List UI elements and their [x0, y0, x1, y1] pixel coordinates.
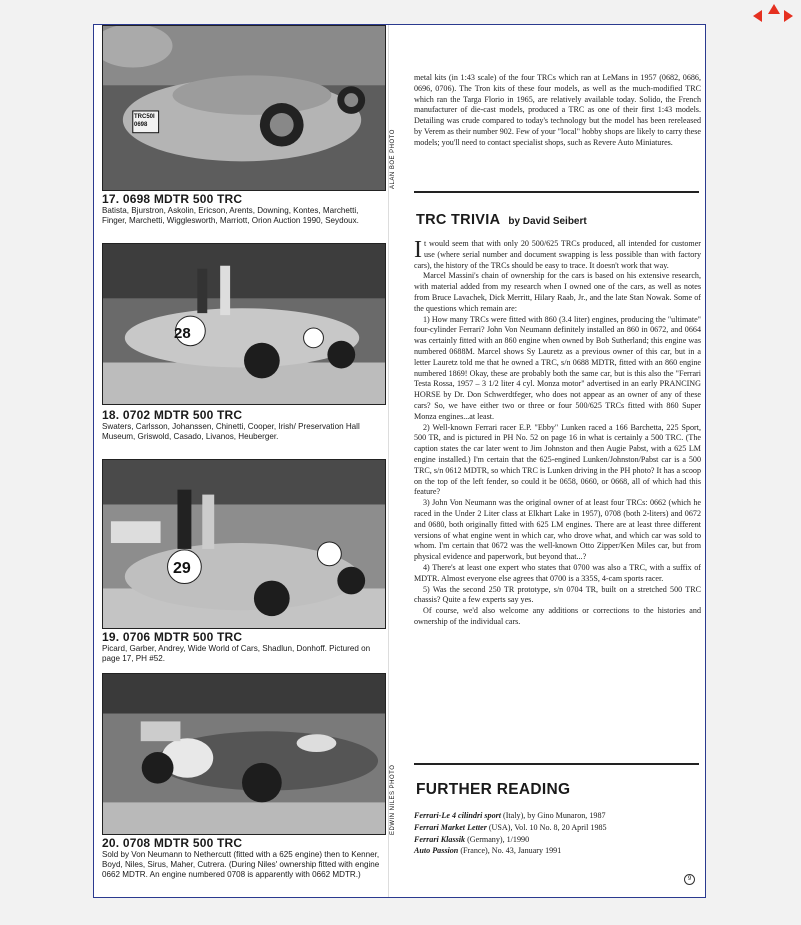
drop-cap: I	[414, 237, 422, 263]
caption-title: 18. 0702 MDTR 500 TRC	[102, 408, 243, 422]
further-reading-heading: FURTHER READING	[416, 781, 571, 798]
caption-18	[102, 409, 380, 442]
section-rule	[414, 191, 699, 193]
caption-text: Batista, Bjurstron, Askolin, Ericson, Arents, Downing, Kontes, Marchetti, Finger, Marchetti, Wigglesworth, Marriott, Orion Auction 1990, Seydoux.	[102, 206, 359, 225]
caption-title: 19. 0706 MDTR 500 TRC	[102, 630, 243, 644]
trivia-question-5: 5) Was the second 250 TR prototype, s/n 0704 TR, built on a stretched 500 TRC chassis? Quite a few experts say yes.	[414, 584, 701, 605]
photo-credit-edwin-niles: EDWIN NILES PHOTO	[390, 764, 396, 835]
reference-item: Ferrari Market Letter (USA), Vol. 10 No. 8, 20 April 1985	[414, 822, 607, 832]
page-navigation	[753, 4, 793, 26]
intro-paragraph-block	[414, 73, 701, 149]
trivia-byline: by David Seibert	[508, 216, 587, 227]
section-rule	[414, 763, 699, 765]
car-photo-0698	[102, 25, 386, 191]
trivia-question-4: 4) There's at least one expert who states that 0700 was also a TRC, with a suffix of MDTR. Almost everyone else agrees that 0700 is a 335S, 4-cam sports racer.	[414, 562, 701, 583]
caption-17	[102, 193, 380, 226]
trivia-paragraph-2: Marcel Massini's chain of ownership for the cars is based on his extensive research, with material added from my research when I owned one of the cars, as well as notes from Bruce Lavachek, Dick Merritt, Hilary Raab, Jr., and the late Stan Nowak. Some of the questions which remain are:	[414, 271, 701, 313]
trivia-question-2: 2) Well-known Ferrari racer E.P. "Ebby" Lunken raced a 166 Barchetta, 225 Sport, 500 TR, and is pictured in PH No. 52 on page 16 in what is certainly a 500 TRC. (The caption states the car later went to Jim Johnston and then Augie Pabst, with a 625 LM engine installed.) I'm certain that the 625-engined Lunken/Johnston/Pabst car is a 500 TRC, s/n 0612 MDTR, so which TRC is Lunken driving in the PH photo? It has a scoop on the top of the left fender, so could it be 0658, 0660, or 0668, all of which had this feature?	[414, 422, 701, 497]
car-photo-0702	[102, 243, 386, 405]
trivia-title: TRC TRIVIA	[416, 212, 501, 228]
reference-item: Auto Passion (France), No. 43, January 1991	[414, 846, 562, 856]
previous-page-icon[interactable]	[753, 10, 762, 22]
trivia-closing: Of course, we'd also welcome any additions or corrections to the histories and ownership of the individual cars.	[414, 606, 701, 626]
caption-title: 17. 0698 MDTR 500 TRC	[102, 192, 243, 206]
column-divider	[388, 25, 389, 898]
trivia-body	[414, 239, 701, 628]
trivia-paragraph-1: It would seem that with only 20 500/625 TRCs produced, all intended for customer use (where serial number and document swapping is less possible than with factory cars), the history of the TRCs should be easy to trace. It doesn't work that way.	[414, 237, 701, 270]
photo-credit-alan-boe: ALAN BOE PHOTO	[390, 129, 396, 189]
license-plate-text: TRC50I 0698	[134, 114, 155, 128]
further-reading-list	[414, 810, 701, 857]
caption-20	[102, 837, 380, 880]
caption-text: Swaters, Carlsson, Johanssen, Chinetti, Cooper, Irish/ Preservation Hall Museum, Griswold, Casado, Livanos, Heuberger.	[102, 422, 360, 441]
caption-text: Sold by Von Neumann to Nethercutt (fitted with a 625 engine) then to Kenner, Boyd, Niles, Sirus, Maher, Cutrera. (During Niles' ownership fitted with engine 0662 MDTR. An engine numbered 0708 is apparently with 0662 MDTR.)	[102, 850, 380, 879]
reference-item: Ferrari Klassik (Germany), 1/1990	[414, 834, 530, 844]
race-number-29: 29	[173, 560, 191, 577]
car-photo-0708	[102, 673, 386, 835]
caption-title: 20. 0708 MDTR 500 TRC	[102, 836, 243, 850]
trivia-question-1: 1) How many TRCs were fitted with 860 (3.4 liter) engines, producing the "ultimate" four-cylinder Ferrari? John Von Neumann definitely installed an 860 in 0672, and 0664 was certainly fitted with an 860 engine when owned by Bob Sutherland; this engine was numbered 0688M. Marcel shows Sy Lauretz as a previous owner of this car, but in a letter Lauretz told me that he owned a TRC, s/n 0688 MDTR, fitted with an 860 engine numbered 1869! Okay, these are probably both the same car, but is this also the "Ferrari Testa Rossa, 1957 – 3 1/2 liter 4 cyl. Monza motor" advertised in an early PRANCING HORSE by Dr. Don Schwerdtfeger, who does not appear as an owner of any of these cars? So, we have either two or three or four 500/625 TRCs fitted with 860 Super Monza engines...at least.	[414, 314, 701, 421]
reference-item: Ferrari-Le 4 cilindri sport (Italy), by Gino Munaron, 1987	[414, 811, 606, 820]
caption-text: Picard, Garber, Andrey, Wide World of Cars, Shadlun, Donhoff. Pictured on page 17, PH #52.	[102, 644, 371, 663]
trivia-heading	[416, 211, 587, 229]
magazine-page	[93, 24, 706, 898]
race-number-28: 28	[174, 325, 191, 342]
caption-19	[102, 631, 380, 664]
up-page-icon[interactable]	[768, 4, 780, 14]
car-photo-0706	[102, 459, 386, 629]
next-page-icon[interactable]	[784, 10, 793, 22]
page-number: 9	[684, 874, 695, 885]
trivia-question-3: 3) John Von Neumann was the original owner of at least four TRCs: 0662 (which he raced in the Under 2 Liter class at Elkhart Lake in 1957), 0708 (both 2-liters) and 0672 and 0680, both originally fitted with 625 LM engines. There are at least three different versions of what engine went in which car, who drove what, and which car was sold to whom. I'm certain that 0672 was the well-known Otto Zipper/Ken Miles car, but from physical evidence and paperwork, but beyond that...?	[414, 498, 701, 562]
intro-paragraph: metal kits (in 1:43 scale) of the four TRCs which ran at LeMans in 1957 (0682, 0686, 0696, 0706). The Tron kits of these four models, as well as the much-modified TRC which ran the Targa Florio in 1965, are relatively available today. Solido, the French manufacturer of die-cast models, produced a TRC as one of their first 1:43 models. Detailing was crude compared to today's technology but the model has been rereleased by Verem as their number 902. Few of your "local" hobby shops are likely to carry these models; you'll need to contact specialist shops, such as Revere Auto Miniatures.	[414, 73, 701, 147]
